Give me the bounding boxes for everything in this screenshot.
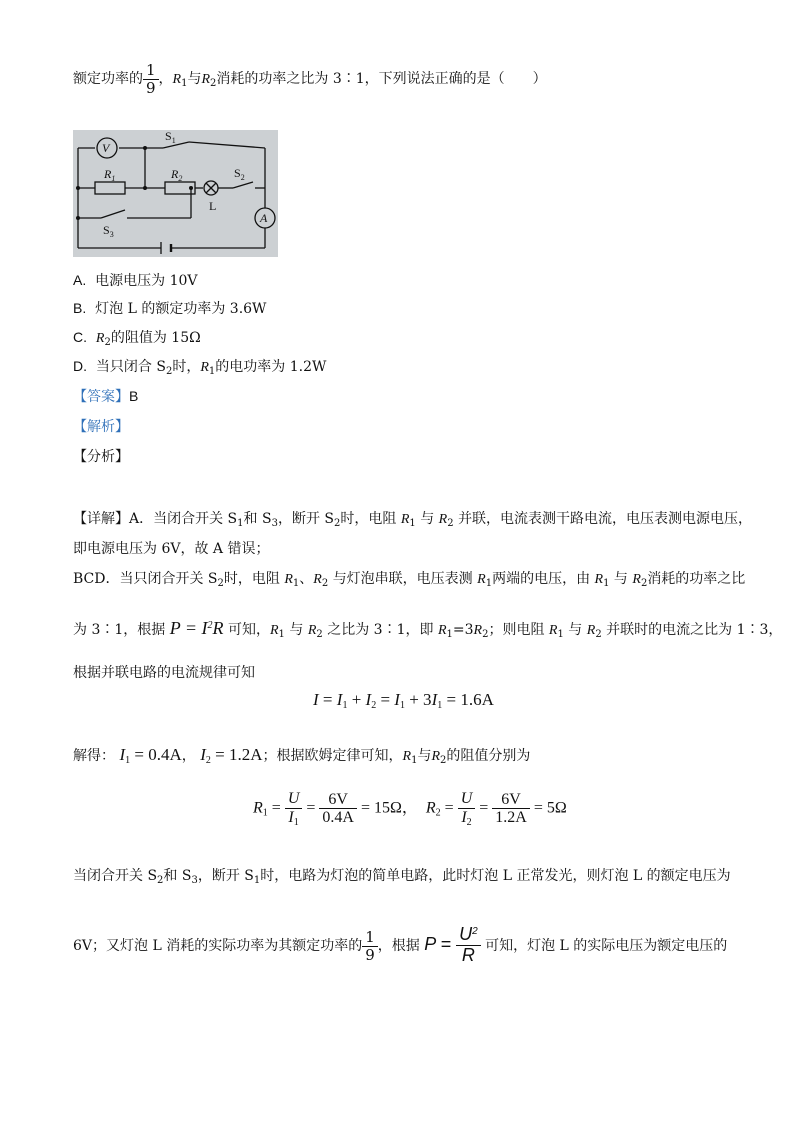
formula-p-u2r: P = $\frac{U^2}{R}$ [424,934,480,954]
detail-line-2: 即电源电压为 6V，故 A 错误； [73,541,270,557]
equation-resistances: $R_1$ = $\frac{U}{I_1}$ = $\frac{6V}{0.4A}$ = 15Ω， $R_2$ = $\frac{U}{I_2}$ = $\frac{6V}{1.2A}$ = 5Ω [253,790,567,828]
formula-p-i2r: $P = I^2R$ [169,618,224,638]
detail-line-7: 当闭合开关 $S_2$和 $S_3$，断开 $S_1$时，电路为灯泡的简单电路，此时灯泡 L 正常发光，则灯泡 L 的额定电压为 [73,868,731,886]
equation-current-sum: $I = I_1 + I_2 = I_1 + 3I_1 = 1.6A$ [313,690,494,711]
detail-tag: 【详解】 [73,511,129,527]
s1-label: $S_1$ [165,130,176,145]
option-b: B. 灯泡 L 的额定功率为 3.6W [73,300,267,317]
lamp-label: L [209,199,217,213]
option-a: A. 电源电压为 10V [73,272,198,289]
fenxi-tag: 【分析】 [73,449,129,465]
voltmeter-label: V [102,141,110,155]
circuit-diagram [73,130,278,257]
i2-value: $I_2 = 1.2A$ [200,745,263,766]
answer-tag: 【答案】 [73,389,129,405]
detail-line-6: 解得： $I_1 = 0.4A$， $I_2 = 1.2A$；根据欧姆定律可知，$R_1$与$R_2$的阻值分别为 [73,745,531,766]
option-c: C. $R_2$的阻值为 15Ω [73,329,201,348]
s3-label: $S_3$ [103,223,114,239]
fraction-one-ninth-2: $\frac{1}{9}$ [362,929,378,963]
r2-label: $R_2$ [171,167,183,183]
detail-line-4: 为 3∶1，根据 $P = I^2R$ 可知，$R_1$ 与 $R_2$ 之比为 3∶1，即 $R_1=3R_2$；则电阻 $R_1$ 与 $R_2$ 并联时的电流之比为 1∶3， [73,618,783,640]
i1-value: $I_1 = 0.4A$ [119,745,182,766]
answer-line [73,386,138,406]
question-tail: 消耗的功率之比为 3∶1，下列说法正确的是（ ） [216,71,547,87]
option-d: D. 当只闭合 $S_2$时，$R_1$的电功率为 1.2W [73,358,327,377]
s2-label: $S_2$ [234,166,245,182]
r1-label: $R_1$ [104,167,116,183]
question-prefix: 额定功率的 [73,71,143,87]
ammeter-label: A [260,211,268,225]
fraction-one-ninth: $\frac{1}{9}$ [143,62,159,96]
detail-line-5: 根据并联电路的电流规律可知 [73,665,255,681]
question-stem: 额定功率的 $\frac{1}{9}$ ，$R_1$与$R_2$消耗的功率之比为 3∶1，下列说法正确的是（ ） [73,61,547,97]
detail-line-1: 【详解】A．当闭合开关 $S_1$和 $S_3$，断开 $S_2$时，电阻 $R_1$ 与 $R_2$ 并联，电流表测干路电流，电压表测电源电压， [73,511,753,529]
analysis-tag: 【解析】 [73,419,129,435]
answer-value: B [129,388,139,404]
detail-line-3: BCD．当只闭合开关 $S_2$时，电阻 $R_1$、$R_2$ 与灯泡串联，电压表测 $R_1$两端的电压，由 $R_1$ 与 $R_2$消耗的功率之比 [73,571,746,589]
circuit-svg [73,130,278,257]
detail-line-8: 6V；又灯泡 L 消耗的实际功率为其额定功率的 $\frac{1}{9}$ ，根据 P = $\frac{U^2}{R}$ 可知，灯泡 L 的实际电压为额定电压的 [73,924,728,965]
